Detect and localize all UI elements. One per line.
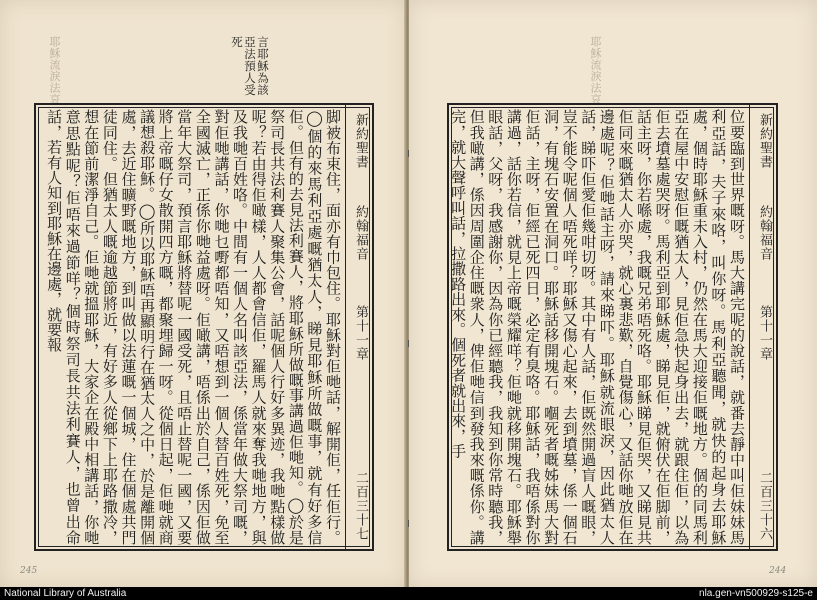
- faded-margin-note: 耶穌流淚法哀: [589, 36, 602, 105]
- chapter-label: 第十一章: [353, 305, 368, 361]
- gospel-title: 約翰福音: [757, 205, 772, 261]
- book-title: 新約聖書: [757, 113, 772, 169]
- faded-margin-note: 耶穌流淚法哀: [48, 36, 61, 105]
- gospel-title: 約翰福音: [353, 205, 368, 261]
- scripture-text-right: 位要臨到世界嘅呀。馬大講完呢的說話，就番去靜中叫佢妹妹馬利亞話，夫子來咯，叫你呀。馬利亞聽聞，就快的起身去耶穌處，個時耶穌重未入村，仍然在馬大迎接佢嘅地方。個的同馬利亞在屋中安慰佢嘅猶太人，見佢急快起身出去，就跟住佢，以為佢去墳墓處哭呀。馬利亞到耶穌處，睇見佢，就俯伏在佢脚前，話主呀，你若喺處，我嘅兄弟唔死咯。耶穌睇見佢哭，又睇見共佢同來嘅猶太人亦哭，就心裏悲歎，自覺傷心，又話你哋放佢在邊處呢？佢哋話主呀，請來睇吓。耶穌就流眼淚，因此猶太人話，睇吓佢愛佢幾咁切呀。其中有人話，佢既然開過盲人嘅眼，豈不能令呢個人唔死咩？耶穌又傷心起來，去到墳墓，係一個石洞，有塊石安置在洞口。耶穌話移開塊石。嗰死者嘅姊妹馬大對佢話，主呀，佢經已死四日，必定有臭咯。耶穌話，我唔係對你講過，話你若信，就見上帝嘅榮耀咩？佢哋就移開塊石。耶穌舉眼話，父呀，我感謝你，因為你已經聽我，我知到你常時聽我，但我噉講，係因周圍企住嘅衆人，俾佢哋信到發我來嘅係你。講完，就大聲呼叫話，拉撒路出來。個死者就出來，手: [449, 109, 746, 545]
- pencil-folio-mark: 244: [769, 566, 787, 576]
- chapter-label: 第十一章: [757, 305, 772, 361]
- running-header-right: [749, 105, 776, 549]
- scripture-frame-right: [447, 103, 778, 551]
- scripture-frame-left: [34, 103, 374, 551]
- book-title: 新約聖書: [353, 113, 368, 169]
- footer-bar: [0, 587, 817, 600]
- library-credit: National Library of Australia: [4, 588, 127, 599]
- pencil-folio-mark: 245: [20, 566, 38, 576]
- running-header-left: [345, 105, 372, 549]
- right-page: [409, 0, 817, 587]
- image-identifier: nla.gen-vn500929-s125-e: [699, 588, 813, 599]
- left-page: [0, 0, 406, 587]
- page-number: 二百三十七: [353, 471, 368, 541]
- page-number: 二百三十六: [757, 471, 772, 541]
- scripture-text-left: 脚被布束住，面亦有巾包住。耶穌對佢哋話，解開佢，任佢行。◯個的來馬利亞處嘅猶太人，睇見耶穌所做嘅事，就有好多信佢。但有的去見法利賽人，將耶穌所做嘅事講過佢哋知。◯於是祭司長共法利賽人聚集公會，話呢個人行好多異迹，我哋點樣做呢？若由得佢噉樣，人人都會信佢，羅馬人就來奪我哋地方，與及我哋百姓咯。中間有一個人名叫該亞法，係當年做大祭司嘅，對佢哋講話，你哋乜嘢都唔知，又唔想到一個人替百姓死，免至全國滅亡，正係你哋益處呀。佢噉講，唔係出於自己，係因佢做當年大祭司，預言耶穌將替呢一國受死，且唔止替呢一國，又要將上帝嘅仔女散開四方嘅，都聚埋歸一呀。從個日起，佢哋就商議想殺耶穌。◯所以耶穌唔再顯明行在猶太人之中，於是離開個處，去近住曠野嘅地方，到叫做以法蓮嘅一個城，住在個處共門徒同住。但猶太人嘅逾越節將近，有好多人從鄉下上耶路撒冷，想在節前潔淨自己。佢哋就搵耶穌，大家企在殿中相講話，你哋意思點呢？佢唔來過節咩？個時祭司長共法利賽人，也曾出命話，若有人知到耶穌在邊處，就要報: [45, 109, 342, 545]
- margin-note: 言耶穌為該亞法預人受死: [230, 36, 270, 96]
